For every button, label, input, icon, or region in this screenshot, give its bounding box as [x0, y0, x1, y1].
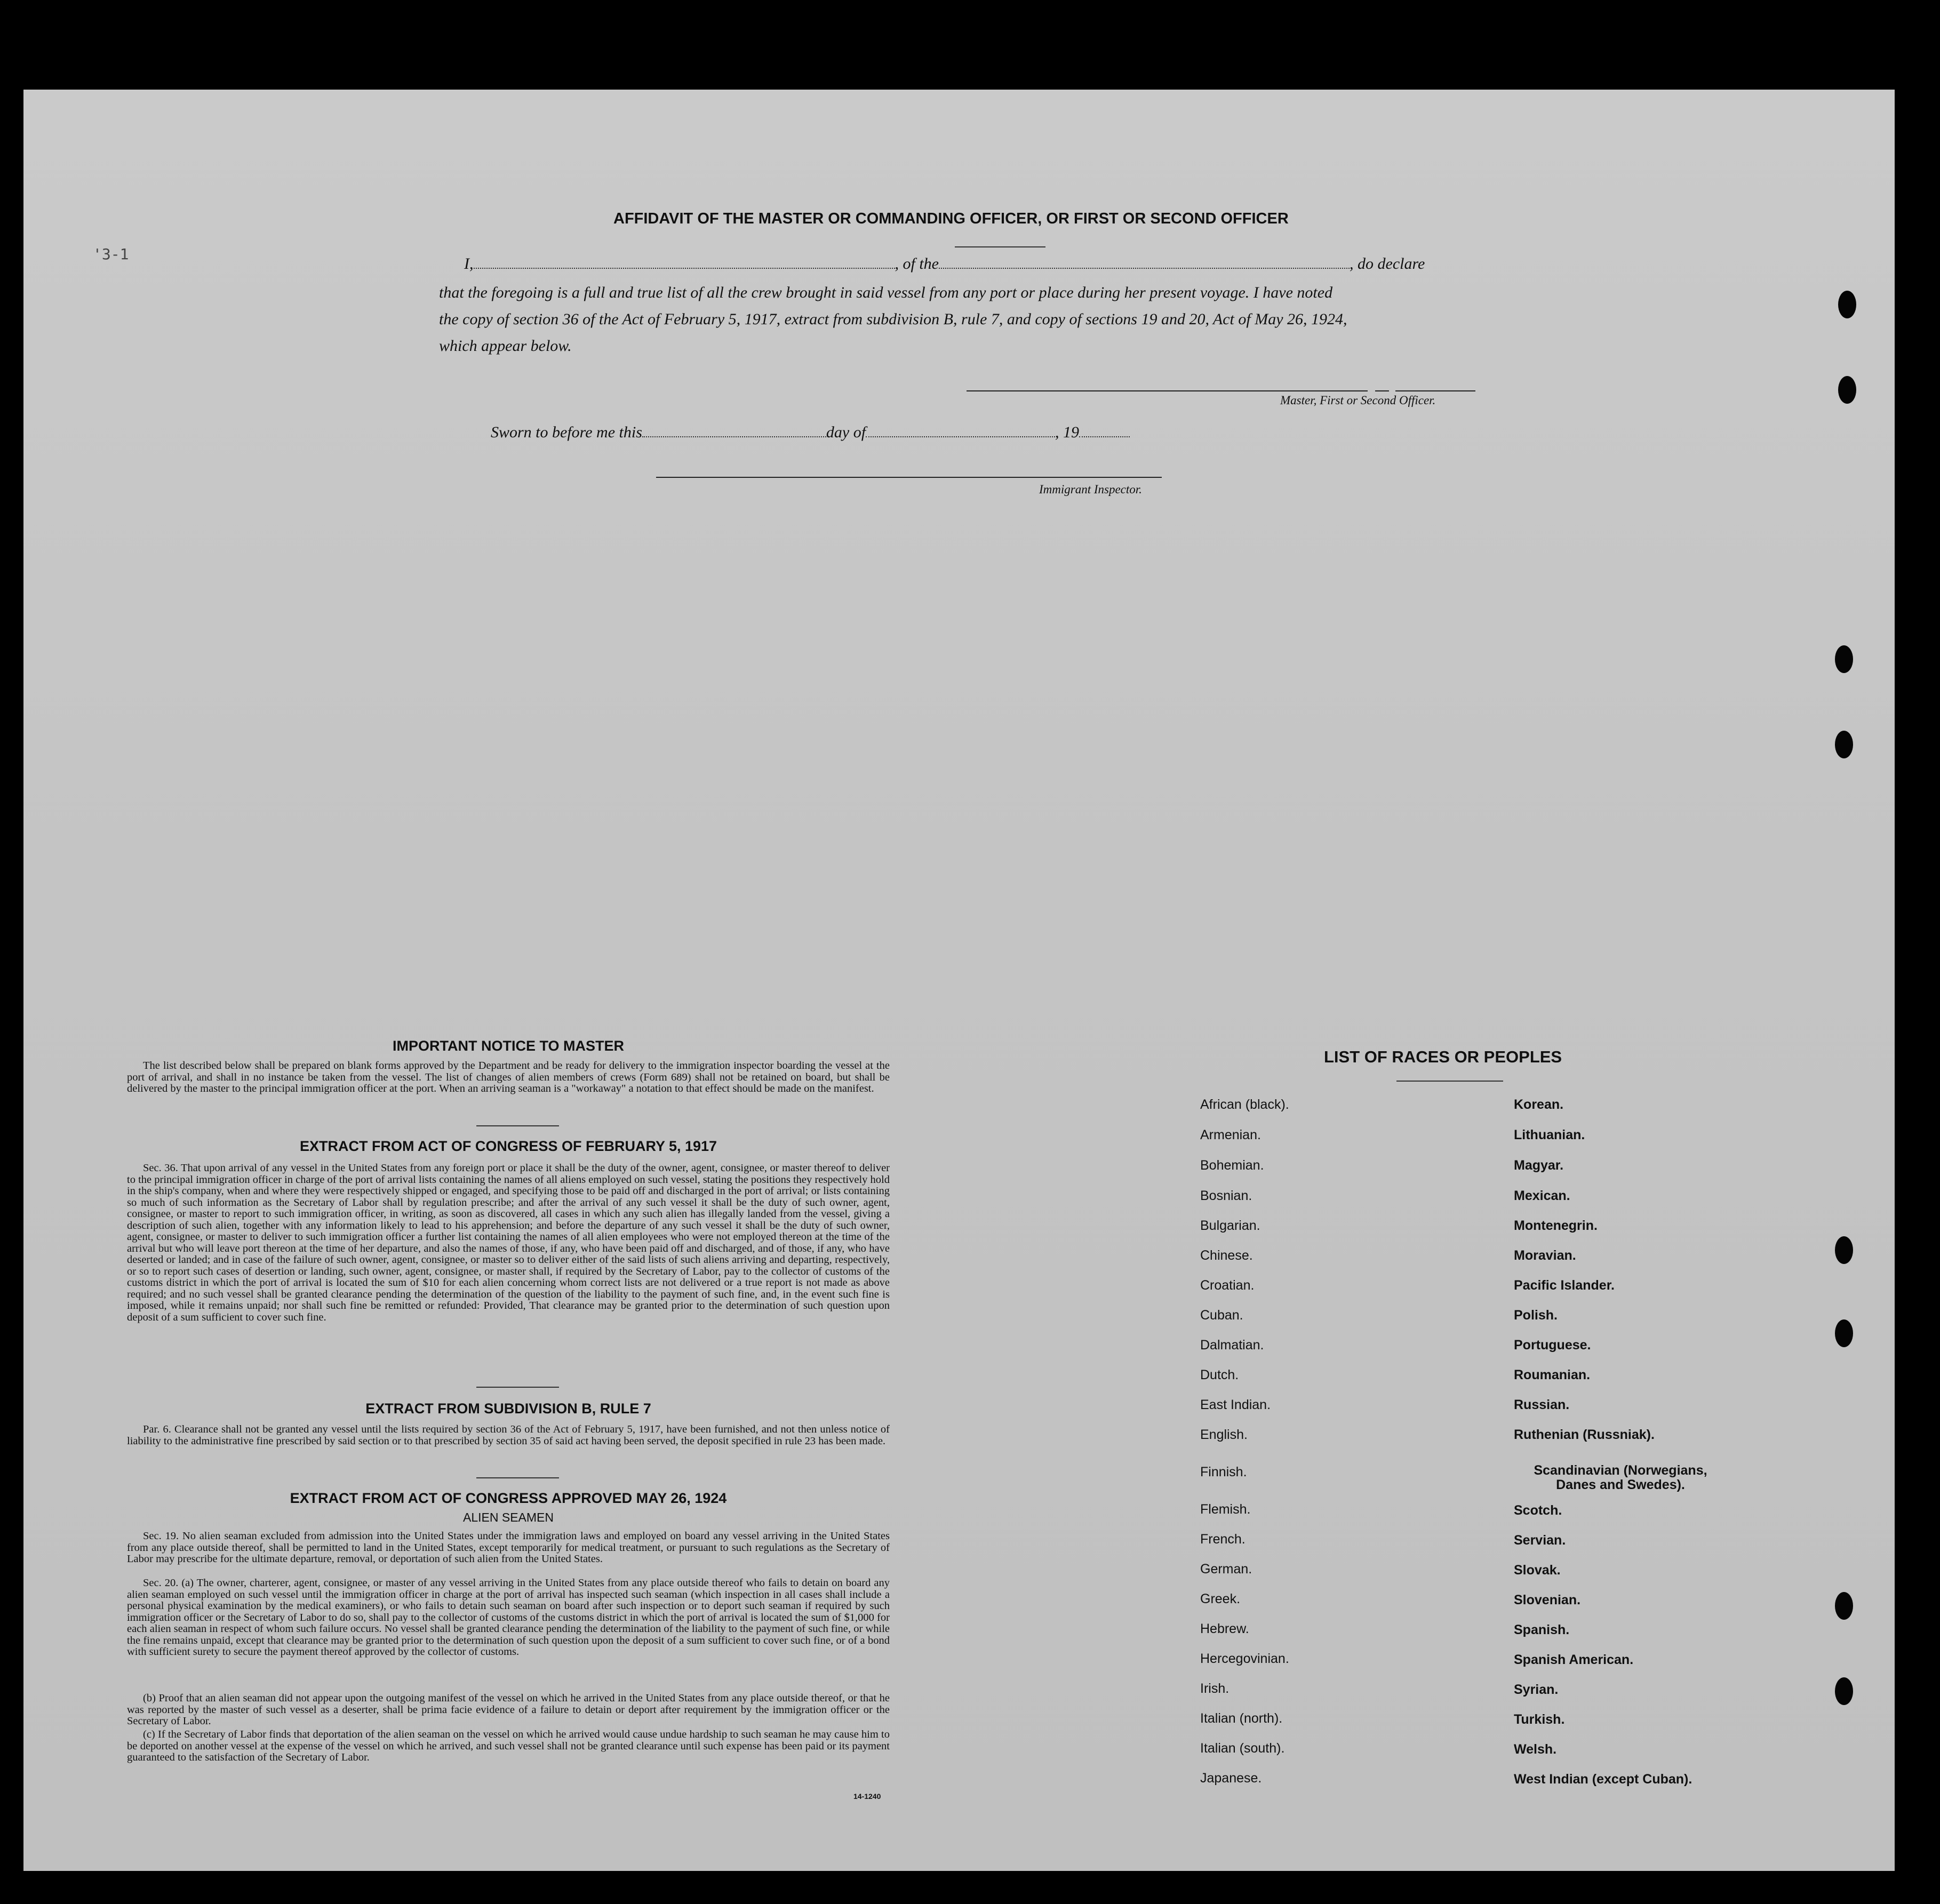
master-signature-line[interactable]: [967, 390, 1368, 391]
act-1924-sec-20a: Sec. 20. (a) The owner, charterer, agent, consignee, or master of any vessel arriving in the United States from any place outside thereof who fails to detain on board any alien seaman employed on such vessel until the immigration officer in charge at the port of arrival has inspected such seaman (which inspection in all cases shall include a personal physical examination by the medical examiners), or who fails to detain such seaman on board after such inspection or to deport such seaman if required by such immigration officer or the Secretary of Labor to do so, shall pay to the collector of customs of the customs district in which the port of arrival is located the sum of $1,000 for each alien seaman in respect of whom such failure occurs. No vessel shall be granted clearance pending the determination of the liability to the payment of such fine, or while the fine remains unpaid, except that clearance may be granted prior to the determination of such question upon the deposit of a sum sufficient to cover such fine, or of a bond with sufficient surety to secure the payment thereof approved by the collector of customs.: [127, 1577, 890, 1658]
punch-hole: [1835, 1319, 1853, 1347]
declarant-label: I,: [464, 255, 474, 273]
affidavit-line-1: [464, 255, 1425, 273]
race-item: French.: [1200, 1532, 1246, 1547]
notice-text: The list described below shall be prepared on blank forms approved by the Department and be ready for delivery to the immigration inspector boarding the vessel at the port of arrival, and shall in no instance be taken from the vessel. The list of changes of alien members of crews (Form 689) shall not be retained on board, but shall be delivered by the master to the principal immigration officer at the port. When an arriving seaman is a "workaway" a notation to that effect should be made on the manifest.: [127, 1060, 890, 1094]
race-item: German.: [1200, 1562, 1252, 1577]
inspector-caption: Immigrant Inspector.: [1039, 483, 1142, 496]
race-item: Servian.: [1514, 1533, 1566, 1548]
race-item: Lithuanian.: [1514, 1127, 1585, 1142]
act-1924-subtitle: ALIEN SEAMEN: [463, 1510, 554, 1524]
race-item: Polish.: [1514, 1308, 1558, 1323]
inspector-signature-line[interactable]: [656, 477, 1162, 478]
race-item: Moravian.: [1514, 1248, 1576, 1263]
race-item: Hebrew.: [1200, 1621, 1249, 1636]
affidavit-line-3: the copy of section 36 of the Act of February 5, 1917, extract from subdivision B, rule 7, and copy of sections 19 and 20, Act of May 26, 1924,: [439, 310, 1347, 328]
race-item: Armenian.: [1200, 1127, 1261, 1142]
act-1924-sec-20c: (c) If the Secretary of Labor finds that deportation of the alien seaman on the vessel on which he arrived would cause undue hardship to such seaman he may cause him to be deported on another vessel at the expense of the vessel on which he arrived, and such vessel shall not be granted clearance until such expense has been paid or its payment guaranteed to the satisfaction of the Secretary of Labor.: [127, 1729, 890, 1763]
act-1924-title: EXTRACT FROM ACT OF CONGRESS APPROVED MAY 26, 1924: [290, 1490, 727, 1506]
master-signature-line[interactable]: [1395, 390, 1475, 391]
race-item: Dalmatian.: [1200, 1338, 1264, 1353]
punch-hole: [1835, 1236, 1853, 1264]
race-item: Scotch.: [1514, 1503, 1562, 1518]
sworn-month-field[interactable]: [866, 427, 1055, 437]
race-item: Scandinavian (Norwegians, Danes and Swedes).: [1534, 1463, 1707, 1492]
race-item: Russian.: [1514, 1397, 1570, 1412]
race-item: Ruthenian (Russniak).: [1514, 1427, 1655, 1442]
rule-7-title: EXTRACT FROM SUBDIVISION B, RULE 7: [365, 1401, 651, 1417]
race-item: Flemish.: [1200, 1502, 1251, 1517]
punch-hole: [1835, 1677, 1853, 1705]
race-item: Welsh.: [1514, 1742, 1557, 1757]
race-item: West Indian (except Cuban).: [1514, 1772, 1692, 1787]
divider: [476, 1477, 559, 1478]
year-label: , 19: [1055, 423, 1080, 441]
margin-scribble: '3-1: [93, 245, 129, 263]
rule-7-text: Par. 6. Clearance shall not be granted any vessel until the lists required by section 36 of the Act of February 5, 1917, have been furnished, and not then unless notice of liability to the administrative fine prescribed by said section or to that prescribed by section 35 of said act having been served, the deposit specified in rule 23 has been made.: [127, 1423, 890, 1447]
punch-hole: [1835, 731, 1853, 758]
race-item: Portuguese.: [1514, 1338, 1591, 1353]
affidavit-line-2: that the foregoing is a full and true list of all the crew brought in said vessel from any port or place during her present voyage. I have noted: [439, 284, 1333, 301]
race-item: English.: [1200, 1427, 1248, 1442]
race-item: Japanese.: [1200, 1771, 1262, 1786]
race-item: Italian (south).: [1200, 1741, 1285, 1756]
divider: [955, 246, 1045, 247]
punch-hole: [1838, 376, 1856, 404]
race-item: Spanish.: [1514, 1622, 1570, 1637]
race-item: Roumanian.: [1514, 1367, 1591, 1382]
race-item: Bulgarian.: [1200, 1218, 1260, 1233]
notice-title: IMPORTANT NOTICE TO MASTER: [393, 1038, 624, 1054]
day-of-label: day of: [826, 423, 866, 441]
punch-hole: [1835, 1592, 1853, 1620]
race-item: Turkish.: [1514, 1712, 1565, 1727]
race-item: Bosnian.: [1200, 1188, 1252, 1203]
race-item: Italian (north).: [1200, 1711, 1283, 1726]
punch-hole: [1835, 645, 1853, 673]
sworn-line: [491, 423, 1130, 442]
race-item: Spanish American.: [1514, 1652, 1634, 1667]
declare-label: , do declare: [1350, 255, 1425, 273]
vessel-label: , of the: [895, 255, 939, 273]
race-item: Slovak.: [1514, 1563, 1561, 1578]
race-item: Slovenian.: [1514, 1593, 1581, 1607]
race-item: Pacific Islander.: [1514, 1278, 1615, 1293]
sworn-year-field[interactable]: [1079, 427, 1130, 437]
race-item: Greek.: [1200, 1591, 1241, 1606]
sworn-label: Sworn to before me this: [491, 423, 642, 441]
divider: [476, 1125, 559, 1126]
act-1917-title: EXTRACT FROM ACT OF CONGRESS OF FEBRUARY 5, 1917: [299, 1138, 717, 1154]
master-signature-line[interactable]: [1375, 390, 1389, 391]
act-1917-text: Sec. 36. That upon arrival of any vessel in the United States from any foreign port or place it shall be the duty of the owner, agent, consignee, or master thereof to deliver to the principal immigration officer in charge of the port of arrival lists containing the names of all aliens employed on such vessel, stating the positions they respectively hold in the ship's company, when and where they were respectively shipped or engaged, and specifying those to be paid off and discharged in the port of arrival; or lists containing so much of such information as the Secretary of Labor shall by regulation prescribe; and after the arrival of any such vessel it shall be the duty of such owner, agent, consignee, or master to report to such immigration officer, in writing, as soon as discovered, all cases in which any such alien has illegally landed from the vessel, giving a description of such alien, together with any information likely to lead to his apprehension; and before the departure of any such vessel it shall be the duty of such owner, agent, consignee, or master to deliver to such immigration officer a further list containing the names of all alien employees who were not employed thereon at the time of the arrival but who will leave port thereon at the time of her departure, and also the names of those, if any, who have been paid off and discharged, and of those, if any, who have deserted or landed; and in case of the failure of such owner, agent, consignee, or master so to deliver either of the said lists of such aliens arriving and departing, respectively, or so to report such cases of desertion or landing, such owner, agent, consignee, or master shall, if required by the Secretary of Labor, pay to the collector of customs of the customs district in which the port of arrival is located the sum of $10 for each alien concerning whom correct lists are not delivered or a true report is not made as above required; and no such vessel shall be granted clearance pending the determination of the question of the liability to the payment of such fine, and, in the event such fine is imposed, while it remains unpaid; nor shall such fine be remitted or refunded: Provided, That clearance may be granted prior to the determination of such question upon deposit of a sum sufficient to cover such fine.: [127, 1162, 890, 1323]
race-item: Mexican.: [1514, 1188, 1570, 1203]
sworn-day-field[interactable]: [642, 427, 826, 437]
race-item: African (black).: [1200, 1097, 1289, 1112]
race-item: Dutch.: [1200, 1367, 1239, 1382]
race-item: Magyar.: [1514, 1158, 1564, 1173]
divider: [476, 1387, 559, 1388]
race-item: Bohemian.: [1200, 1158, 1264, 1173]
declarant-name-field[interactable]: [474, 258, 895, 269]
race-item: Montenegrin.: [1514, 1218, 1598, 1233]
master-caption: Master, First or Second Officer.: [1280, 394, 1436, 407]
race-item: Irish.: [1200, 1681, 1230, 1696]
form-number: 14-1240: [853, 1792, 881, 1801]
race-item: Finnish.: [1200, 1465, 1247, 1479]
race-item: Syrian.: [1514, 1682, 1559, 1697]
vessel-name-field[interactable]: [939, 258, 1350, 269]
race-item: Cuban.: [1200, 1308, 1243, 1323]
race-item: Korean.: [1514, 1097, 1564, 1112]
race-item: Hercegovinian.: [1200, 1651, 1289, 1666]
races-title: LIST OF RACES OR PEOPLES: [1324, 1047, 1562, 1066]
act-1924-sec-19: Sec. 19. No alien seaman excluded from admission into the United States under the immigration laws and employed on board any vessel arriving in the United States from any place outside thereof, shall be permitted to land in the United States, except temporarily for medical treatment, or pursuant to such regulations as the Secretary of Labor may prescribe for the ultimate departure, removal, or deportation of such alien from the United States.: [127, 1530, 890, 1565]
race-item: East Indian.: [1200, 1397, 1271, 1412]
punch-hole: [1838, 291, 1856, 318]
race-item: Croatian.: [1200, 1278, 1255, 1293]
affidavit-title: AFFIDAVIT OF THE MASTER OR COMMANDING OFFICER, OR FIRST OR SECOND OFFICER: [613, 210, 1289, 227]
affidavit-line-4: which appear below.: [439, 337, 572, 355]
divider: [1396, 1081, 1503, 1082]
act-1924-sec-20b: (b) Proof that an alien seaman did not appear upon the outgoing manifest of the vessel on which he arrived in the United States from any place outside thereof, or that he was reported by the master of such vessel as a deserter, shall be prima facie evidence of a failure to detain or deport after requirement by the immigration officer or the Secretary of Labor.: [127, 1692, 890, 1727]
race-item: Chinese.: [1200, 1248, 1253, 1263]
